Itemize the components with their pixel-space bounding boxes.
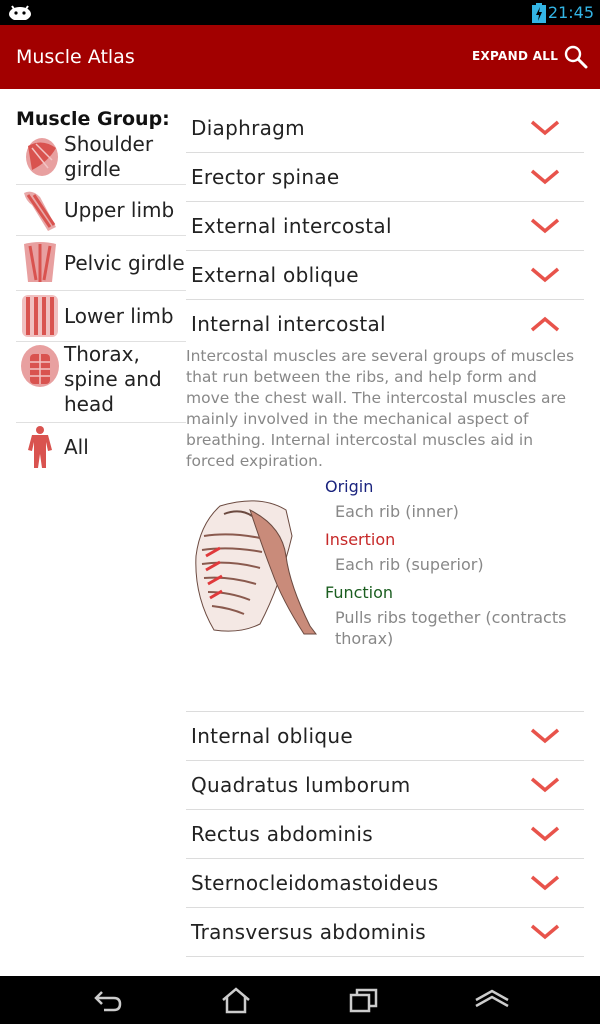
muscle-name: Quadratus lumborum	[191, 773, 411, 797]
muscle-group-heading: Muscle Group:	[16, 108, 170, 130]
pelvic-girdle-thumbnail	[16, 240, 64, 286]
muscle-name: Diaphragm	[191, 116, 305, 140]
origin-label: Origin	[325, 477, 374, 496]
function-value: Pulls ribs together (contracts thorax)	[335, 608, 567, 648]
muscle-row-erector-spinae[interactable]	[186, 153, 584, 202]
action-bar	[0, 25, 600, 89]
muscle-row-external-oblique[interactable]	[186, 251, 584, 300]
upper-limb-thumbnail	[16, 187, 64, 233]
group-label: Upper limb	[64, 197, 175, 222]
system-nav-bar	[0, 976, 600, 1024]
muscle-illustration	[190, 496, 322, 642]
group-item-lower-limb[interactable]	[16, 291, 186, 342]
muscle-name: External oblique	[191, 263, 359, 287]
group-item-thorax-spine-head[interactable]	[16, 342, 186, 423]
expand-all-button[interactable]: EXPAND ALL	[472, 49, 559, 63]
insertion-label: Insertion	[325, 530, 396, 549]
muscle-name: Rectus abdominis	[191, 822, 373, 846]
muscle-row-sternocleidomastoideus[interactable]	[186, 859, 584, 908]
app-title: Muscle Atlas	[16, 46, 135, 68]
origin-section	[325, 477, 584, 522]
battery-icon	[531, 3, 547, 27]
muscle-row-internal-oblique[interactable]	[186, 712, 584, 761]
group-item-shoulder-girdle[interactable]	[16, 130, 186, 185]
search-icon[interactable]	[564, 45, 588, 73]
back-icon[interactable]	[92, 986, 124, 1018]
muscle-list	[186, 104, 584, 957]
chevron-down-icon[interactable]	[530, 120, 560, 140]
insertion-section	[325, 530, 584, 575]
all-body-thumbnail	[16, 424, 64, 470]
muscle-description: Intercostal muscles are several groups of muscles that run between the ribs, and help form and move the chest wall. The intercostal muscles are mainly involved in the mechanical aspect of breathing. Internal intercostal muscles aid in forced expiration.	[186, 347, 575, 470]
group-label: Lower limb	[64, 303, 174, 328]
function-label: Function	[325, 583, 394, 602]
thorax-thumbnail	[16, 344, 64, 390]
muscle-row-external-intercostal[interactable]	[186, 202, 584, 251]
muscle-row-internal-intercostal[interactable]	[186, 300, 584, 346]
recent-apps-icon[interactable]	[348, 986, 380, 1018]
menu-up-icon[interactable]	[474, 986, 510, 1018]
android-icon	[8, 4, 32, 24]
home-icon[interactable]	[220, 986, 252, 1018]
status-bar	[0, 0, 600, 25]
chevron-down-icon[interactable]	[530, 875, 560, 895]
muscle-name: External intercostal	[191, 214, 392, 238]
group-label: Pelvic girdle	[64, 250, 185, 275]
muscle-row-diaphragm[interactable]	[186, 104, 584, 153]
group-label: Shoulder girdle	[64, 132, 154, 181]
chevron-up-icon[interactable]	[530, 316, 560, 336]
muscle-name: Erector spinae	[191, 165, 340, 189]
muscle-detail-panel	[186, 346, 584, 712]
chevron-down-icon[interactable]	[530, 777, 560, 797]
muscle-row-transversus-abdominis[interactable]	[186, 908, 584, 957]
group-item-pelvic-girdle[interactable]	[16, 236, 186, 291]
function-section	[325, 583, 584, 649]
muscle-group-panel	[16, 108, 186, 471]
group-label: Thorax, spine and head	[64, 342, 162, 416]
muscle-name: Sternocleidomastoideus	[191, 871, 439, 895]
muscle-row-quadratus-lumborum[interactable]	[186, 761, 584, 810]
lower-limb-thumbnail	[16, 293, 64, 339]
shoulder-girdle-thumbnail	[16, 134, 64, 180]
chevron-down-icon[interactable]	[530, 218, 560, 238]
clock: 21:45	[547, 3, 594, 22]
muscle-row-rectus-abdominis[interactable]	[186, 810, 584, 859]
origin-value: Each rib (inner)	[335, 502, 459, 521]
group-item-all[interactable]	[16, 423, 186, 471]
insertion-value: Each rib (superior)	[335, 555, 484, 574]
chevron-down-icon[interactable]	[530, 924, 560, 944]
chevron-down-icon[interactable]	[530, 826, 560, 846]
chevron-down-icon[interactable]	[530, 267, 560, 287]
chevron-down-icon[interactable]	[530, 728, 560, 748]
muscle-name: Transversus abdominis	[191, 920, 426, 944]
group-item-upper-limb[interactable]	[16, 185, 186, 236]
muscle-name: Internal intercostal	[191, 312, 386, 336]
group-label: All	[64, 434, 89, 459]
muscle-name: Internal oblique	[191, 724, 353, 748]
chevron-down-icon[interactable]	[530, 169, 560, 189]
